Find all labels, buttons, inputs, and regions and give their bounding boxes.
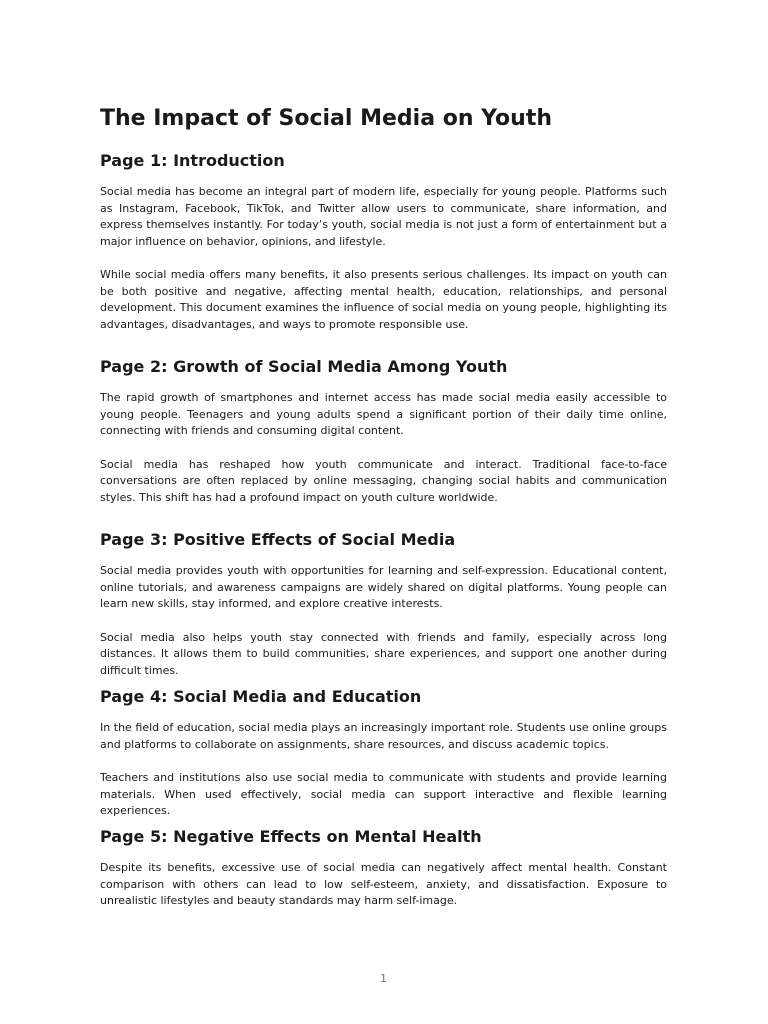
section-heading: Page 5: Negative Effects on Mental Health bbox=[100, 827, 482, 846]
section-growth bbox=[100, 356, 667, 506]
paragraph: Despite its benefits, excessive use of social media can negatively affect mental health. Constant comparison with others can lead to low self-esteem, anxiety, and dissatisfaction. Exposure to unrealistic lifestyles and beauty standards may harm self-image. bbox=[100, 861, 667, 907]
paragraph: Social media provides youth with opportunities for learning and self-expression. Educational content, online tutorials, and awareness campaigns are widely shared on digital platforms. Young people can learn new skills, stay informed, and explore creative interests. bbox=[100, 564, 667, 610]
paragraph: Social media has reshaped how youth communicate and interact. Traditional face-to-face conversations are often replaced by online messaging, changing social habits and communication styles. This shift has had a profound impact on youth culture worldwide. bbox=[100, 457, 667, 504]
section-education bbox=[100, 686, 667, 820]
paragraph: Social media also helps youth stay connected with friends and family, especially across long distances. It allows them to build communities, share experiences, and support one another during difficult times. bbox=[100, 630, 667, 677]
paragraph: Social media has become an integral part of modern life, especially for young people. Platforms such as Instagram, Facebook, TikTok, and Twitter allow users to communicate, share information, and express themselves instantly. For today’s youth, social media is not just a form of entertainment but a major influence on behavior, opinions, and lifestyle. bbox=[100, 185, 667, 248]
paragraph: Teachers and institutions also use social media to communicate with students and provide learning materials. When used effectively, social media can support interactive and flexible learning experiences. bbox=[100, 771, 667, 817]
section-positive-effects bbox=[100, 529, 667, 679]
paragraph: While social media offers many benefits, it also presents serious challenges. Its impact on youth can be both positive and negative, affecting mental health, education, relationships, and personal development. This document examines the influence of social media on young people, highlighting its advantages, disadvantages, and ways to promote responsible use. bbox=[100, 268, 667, 331]
section-heading: Page 1: Introduction bbox=[100, 151, 285, 170]
section-mental-health bbox=[100, 826, 667, 910]
paragraph: The rapid growth of smartphones and internet access has made social media easily accessible to young people. Teenagers and young adults spend a significant portion of their daily time online, connecting with friends and consuming digital content. bbox=[100, 391, 667, 437]
paragraph: In the field of education, social media plays an increasingly important role. Students use online groups and platforms to collaborate on assignments, share resources, and discuss academic topics. bbox=[100, 721, 667, 751]
section-introduction bbox=[100, 150, 667, 333]
section-heading: Page 4: Social Media and Education bbox=[100, 687, 422, 706]
page-number: 1 bbox=[380, 972, 387, 985]
document-title: The Impact of Social Media on Youth bbox=[100, 106, 553, 131]
section-heading: Page 2: Growth of Social Media Among Youth bbox=[100, 357, 508, 376]
section-heading: Page 3: Positive Effects of Social Media bbox=[100, 530, 456, 549]
document-page bbox=[100, 0, 667, 1024]
